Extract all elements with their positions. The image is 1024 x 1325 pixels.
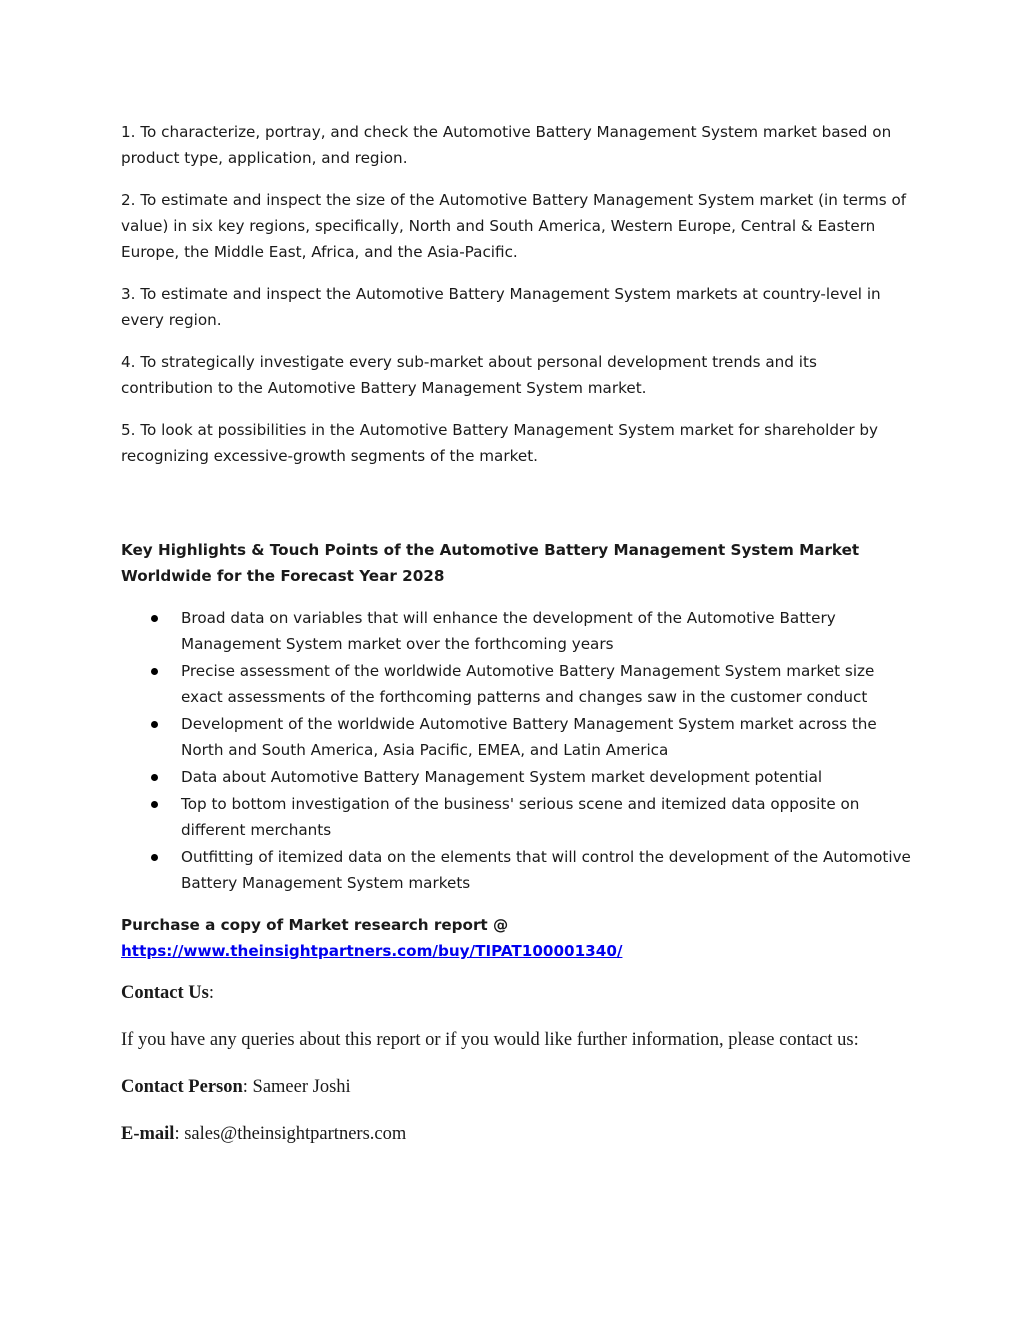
purchase-link[interactable]: https://www.theinsightpartners.com/buy/TIPAT100001340/ xyxy=(121,942,623,960)
contact-email-label: E-mail xyxy=(121,1124,175,1144)
bullet-icon xyxy=(151,721,158,728)
list-item-text: Top to bottom investigation of the business' serious scene and itemized data opposite on different merchants xyxy=(181,795,860,839)
list-item xyxy=(121,791,911,843)
contact-intro: If you have any queries about this report or if you would like further information, please contact us: xyxy=(121,1030,859,1050)
list-item-text: Broad data on variables that will enhance the development of the Automotive Battery Management System market over the forthcoming years xyxy=(181,609,836,653)
list-item-text: Development of the worldwide Automotive Battery Management System market across the North and South America, Asia Pacific, EMEA, and Latin America xyxy=(181,715,877,759)
objective-4: 4. To strategically investigate every sub-market about personal development trends and its contribution to the Automotive Battery Management System market. xyxy=(121,353,817,397)
purchase-block xyxy=(121,912,911,964)
contact-email-value: : sales@theinsightpartners.com xyxy=(174,1124,407,1144)
contact-section xyxy=(121,982,911,1146)
objective-5: 5. To look at possibilities in the Automotive Battery Management System market for shareholder by recognizing excessive-growth segments of the market. xyxy=(121,421,879,465)
highlights-list xyxy=(121,605,911,896)
document-page xyxy=(121,119,911,1170)
highlights-heading: Key Highlights & Touch Points of the Automotive Battery Management System Market Worldwide for the Forecast Year 2028 xyxy=(121,541,860,585)
list-item xyxy=(121,605,911,657)
objective-3: 3. To estimate and inspect the Automotive Battery Management System markets at country-level in every region. xyxy=(121,285,881,329)
contact-person xyxy=(121,1076,911,1099)
contact-title-colon: : xyxy=(208,983,215,1003)
bullet-icon xyxy=(151,854,158,861)
list-item xyxy=(121,844,911,896)
list-item-text: Outfitting of itemized data on the elements that will control the development of the Automotive Battery Management System markets xyxy=(181,848,911,892)
list-item xyxy=(121,658,911,710)
bullet-icon xyxy=(151,668,158,675)
contact-title xyxy=(121,982,911,1005)
contact-title-text: Contact Us xyxy=(121,983,209,1003)
list-item xyxy=(121,764,911,790)
list-item-text: Precise assessment of the worldwide Automotive Battery Management System market size exact assessments of the forthcoming patterns and changes saw in the customer conduct xyxy=(181,662,875,706)
bullet-icon xyxy=(151,801,158,808)
contact-email xyxy=(121,1123,911,1146)
objective-2: 2. To estimate and inspect the size of the Automotive Battery Management System market (in terms of value) in six key regions, specifically, North and South America, Western Europe, Central & Eastern Europe, the Middle East, Africa, and the Asia-Pacific. xyxy=(121,191,907,261)
contact-person-value: : Sameer Joshi xyxy=(242,1077,351,1097)
purchase-label: Purchase a copy of Market research report @ xyxy=(121,916,509,934)
objective-1: 1. To characterize, portray, and check the Automotive Battery Management System market based on product type, application, and region. xyxy=(121,123,892,167)
list-item xyxy=(121,711,911,763)
contact-person-label: Contact Person xyxy=(121,1077,243,1097)
bullet-icon xyxy=(151,774,158,781)
section-spacer xyxy=(121,485,911,537)
list-item-text: Data about Automotive Battery Management System market development potential xyxy=(181,768,823,786)
bullet-icon xyxy=(151,615,158,622)
